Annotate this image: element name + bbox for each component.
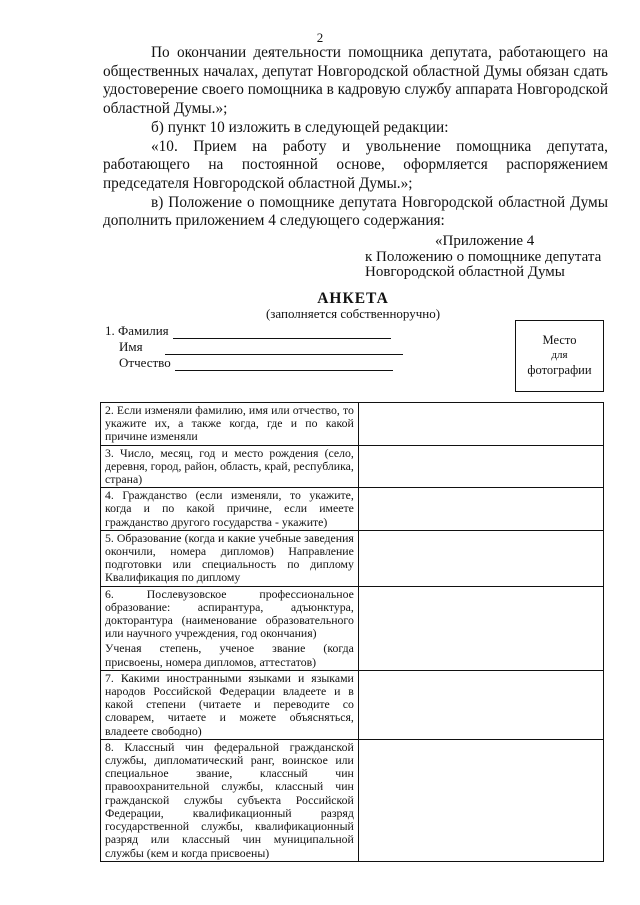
answer-cell[interactable]: [358, 739, 603, 861]
form-title: АНКЕТА: [317, 290, 389, 307]
name-label: Имя: [119, 339, 143, 354]
answer-cell[interactable]: [358, 403, 603, 446]
surname-label: 1. Фамилия: [105, 323, 169, 338]
photo-label-1: Место: [542, 333, 577, 347]
page-number: 2: [316, 30, 324, 45]
answer-cell[interactable]: [358, 445, 603, 488]
patronymic-label: Отчество: [119, 355, 171, 370]
form-subtitle: (заполняется собственноручно): [265, 306, 441, 321]
surname-row: [105, 323, 403, 339]
paragraph-4: в) Положение о помощнике депутата Новгородской областной Думы дополнить приложением 4 следующего содержания:: [103, 193, 608, 230]
question-cell: [101, 586, 359, 670]
paragraph-3: «10. Прием на работу и увольнение помощника депутата, работающего на постоянной основе, оформляется распоряжением председателя Новгородской областной Думы.»;: [103, 137, 608, 192]
patronymic-row: [105, 355, 403, 371]
question-cell: 2. Если изменяли фамилию, имя или отчество, то укажите их, а также когда, где и по какой причине изменяли: [101, 403, 359, 446]
appendix-header: [365, 234, 615, 281]
question-cell: 5. Образование (когда и какие учебные заведения окончили, номера дипломов) Направление подготовки или специальность по диплому Квалификация по диплому: [101, 530, 359, 586]
table-row: [101, 670, 604, 739]
answer-cell[interactable]: [358, 586, 603, 670]
question-cell: 8. Классный чин федеральной гражданской службы, дипломатический ранг, воинское или специальное звание, классный чин правоохранительной службы, классный чин гражданской службы субъекта Российской Федерации, квалификационный разряд государственной службы, квалификационный разряд или классный чин муниципальной службы (кем и когда присвоены): [101, 739, 359, 861]
table-row: [101, 488, 604, 531]
question-part-1: 6. Послевузовское профессиональное образование: аспирантура, адъюнктура, докторантура (наименование образовательного или научного учреждения, год окончания): [105, 586, 354, 641]
question-cell: 3. Число, месяц, год и место рождения (село, деревня, город, район, область, край, республика, страна): [101, 445, 359, 488]
appendix-line-2: к Положению о помощнике депутата: [365, 248, 602, 265]
appendix-line-1: «Приложение 4: [435, 233, 535, 249]
name-field[interactable]: [165, 341, 403, 355]
photo-label-2: для: [551, 349, 568, 361]
patronymic-field[interactable]: [175, 357, 393, 371]
question-cell: 7. Какими иностранными языками и языками народов Российской Федерации владеете и в какой степени (читаете и переводите со словарем, читаете и можете объясняться, владеете свободно): [101, 670, 359, 739]
table-row: [101, 739, 604, 861]
appendix-line-3: Новгородской областной Думы: [365, 264, 565, 280]
answer-cell[interactable]: [358, 530, 603, 586]
photo-placeholder: [515, 320, 604, 392]
answer-cell[interactable]: [358, 488, 603, 531]
body-text: [103, 44, 608, 231]
photo-label-3: фотографии: [527, 363, 592, 377]
paragraph-2: б) пункт 10 изложить в следующей редакции:: [151, 118, 449, 136]
questionnaire-table: [100, 402, 604, 862]
name-row: [105, 339, 403, 355]
table-row: [101, 403, 604, 446]
question-part-2: Ученая степень, ученое звание (когда присвоены, номера дипломов, аттестатов): [105, 641, 354, 669]
table-row: [101, 445, 604, 488]
name-fields: [105, 323, 403, 371]
question-cell: 4. Гражданство (если изменяли, то укажите, когда и по какой причине, если имеете гражданство другого государства - укажите): [101, 488, 359, 531]
answer-cell[interactable]: [358, 670, 603, 739]
table-row: [101, 530, 604, 586]
table-row: [101, 586, 604, 670]
surname-field[interactable]: [173, 325, 391, 339]
paragraph-1: По окончании деятельности помощника депутата, работающего на общественных началах, депутат Новгородской областной Думы обязан сдать удостоверение своего помощника в кадровую службу аппарата Новгородской областной Думы.»;: [103, 44, 608, 118]
